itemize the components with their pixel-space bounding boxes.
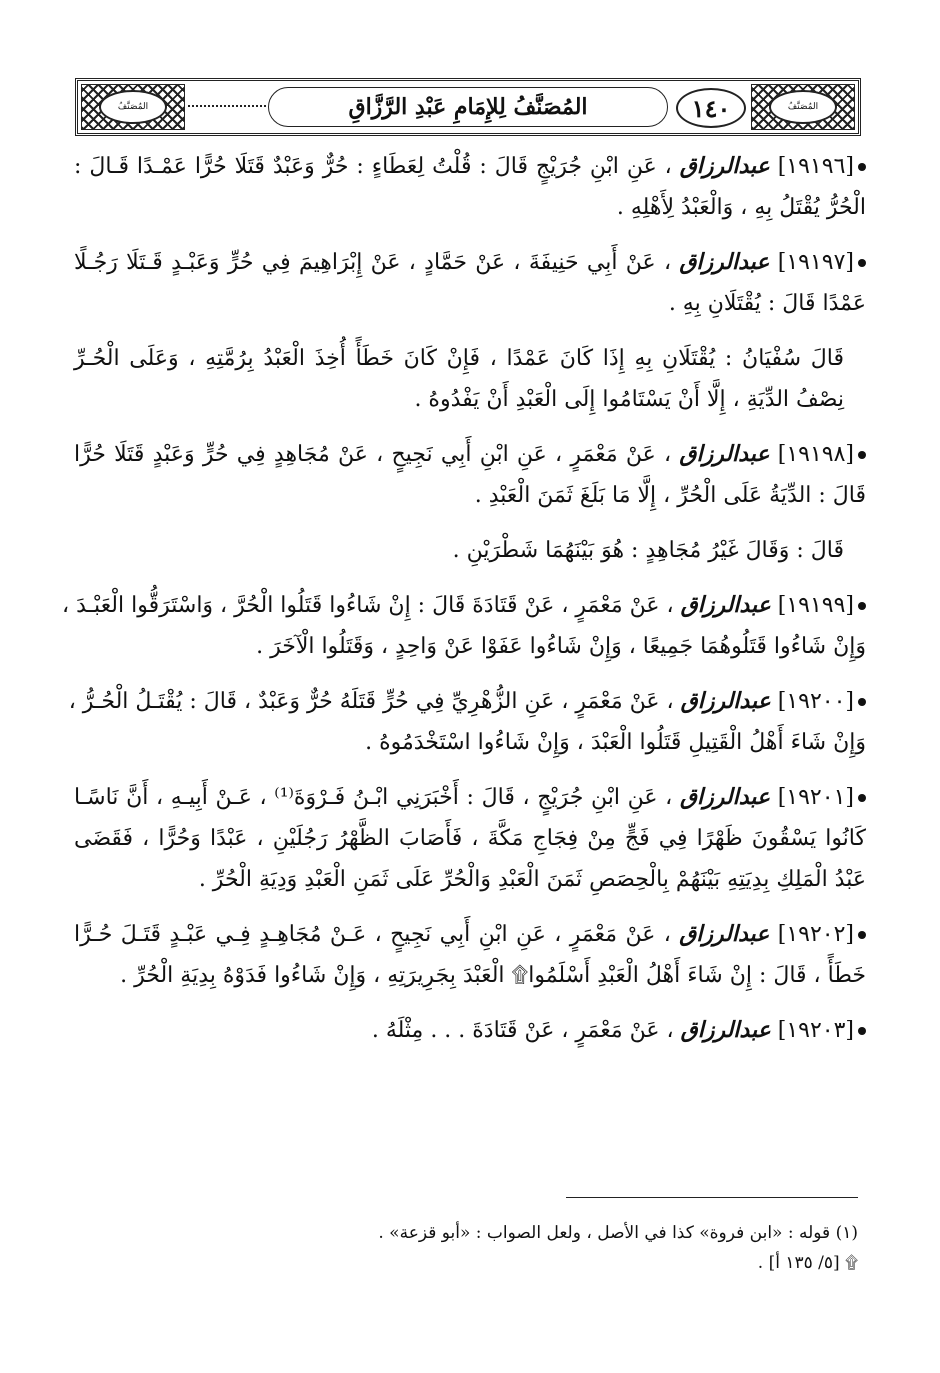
entry-text: عَمْدًا قَالَ : يُقْتَلَانِ بِهِ . [668,291,866,316]
entry-number: [١٩١٩٦] [777,154,854,179]
commentary-text: نِصْفُ الدِّيَةِ ، إِلَّا أَنْ يَسْتَامُوا إِلَى الْعَبْدِ أَنْ يَفْدُوهُ . [414,387,844,412]
entry-number: [١٩١٩٨] [777,442,854,467]
entry-text: ، عَنْ مَعْمَرٍ ، عَنِ ابْنِ أَبِي نَجِيحٍ ، عَنْ مُجَاهِدٍ فِي حُرٍّ وَعَبْدٍ قَتَلَا حُرًّا [74,442,672,467]
entry-number: [١٩٢٠٠] [777,689,854,714]
hadith-entry [74,1010,866,1051]
main-text [61,146,866,1065]
bullet-icon [858,451,866,459]
footnote: ۩ [٥/ ١٣٥ أ] . [757,1253,858,1273]
entry-number: [١٩١٩٧] [777,250,854,275]
narrator-name: عبدالرزاق [679,249,770,275]
bullet-icon [858,1027,866,1035]
bullet-icon [858,794,866,802]
bullet-icon [858,698,866,706]
narrator-name: عبدالرزاق [680,1017,771,1043]
hadith-entry [68,681,866,763]
commentary-paragraph [74,530,866,571]
header-ornament-right [751,84,855,130]
page-number: ١٤٠ [676,88,746,128]
hadith-entry [74,914,866,996]
hadith-entry [74,434,866,516]
bullet-icon [858,259,866,267]
hadith-entry [74,777,866,900]
ornament-medallion-right: المُصَنَّفُ [769,90,837,124]
bullet-icon [858,931,866,939]
commentary-paragraph [74,338,866,420]
hadith-entry [74,242,866,324]
entry-text: ، عَنِ ابْنِ جُرَيْجٍ ، قَالَ : أَخْبَرَنِي ابْـنُ فَـرْوَةَ⁽¹⁾ ، عَـنْ أَبِيـهِ ، أَنَّ نَاسًـا [74,785,673,810]
ornament-medallion-left: المُصَنَّفُ [99,90,167,124]
footnotes [100,1218,858,1278]
header-divider [188,105,266,107]
entry-text: وَإِنْ شَاءُوا قَتَلُوهُمَا جَمِيعًا ، وَإِنْ شَاءُوا عَفَوْا عَنْ وَاحِدٍ ، وَقَتَلُوا الْآخَرَ . [256,634,866,659]
footnote-divider [566,1197,858,1198]
footnote: (١) قوله : «ابن فروة» كذا في الأصل ، ولعل الصواب : «أبو قزعة» . [378,1223,858,1243]
header-ornament-left [81,84,185,130]
entry-text: ، عَنْ مَعْمَرٍ ، عَنْ قَتَادَةَ . . . مِثْلَهُ . [371,1018,674,1043]
commentary-text: قَالَ سُفْيَانُ : يُقْتَلَانِ بِهِ إِذَا كَانَ عَمْدًا ، فَإِنْ كَانَ خَطَأً أُخِذَ الْعَبْدُ بِرُمَّتِهِ ، وَعَلَى الْحُـرِّ [74,346,844,371]
entry-number: [١٩٢٠١] [777,785,854,810]
title-cartouche [268,87,668,127]
entry-text: كَانُوا يَسْقُونَ ظَهْرًا فِي فَجٍّ مِنْ فِجَاجِ مَكَّةَ ، فَأَصَابَ الظَّهْرُ رَجُلَيْنِ ، عَبْدًا وَحُرًّا ، فَقَضَى [74,826,866,851]
entry-text: عَبْدُ الْمَلِكِ بِدِيَتِهِ بَيْنَهُمْ بِالْحِصَصِ ثَمَنَ الْعَبْدِ وَالْحُرِّ عَلَى ثَمَنِ الْعَبْدِ وَدِيَةِ الْحُرِّ . [198,867,866,892]
entry-text: وَإِنْ شَاءَ أَهْلُ الْقَتِيلِ قَتَلُوا الْعَبْدَ ، وَإِنْ شَاءُوا اسْتَخْدَمُوهُ . [365,730,866,755]
entry-text: ، عَنْ مَعْمَرٍ ، عَنِ ابْنِ أَبِي نَجِيحٍ ، عَـنْ مُجَاهِـدٍ فِـي عَبْـدٍ قَتَـلَ حُـرًّا [74,922,671,947]
narrator-name: عبدالرزاق [679,153,770,179]
bullet-icon [858,163,866,171]
entry-text: ، عَنْ أَبِي حَنِيفَةَ ، عَنْ حَمَّادٍ ، عَنْ إِبْرَاهِيمَ فِي حُرٍّ وَعَبْـدٍ قَـتَلَا رَجُـلًا [74,250,672,275]
entry-number: [١٩٢٠٢] [777,922,854,947]
page-header [75,78,861,136]
book-title: المُصَنَّفُ لِلإِمَامِ عَبْدِ الرَّزَّاقِ [348,94,588,120]
entry-text: قَالَ : الدِّيَةُ عَلَى الْحُرِّ ، إِلَّا مَا بَلَغَ ثَمَنَ الْعَبْدِ . [474,483,866,508]
hadith-entry [61,585,866,667]
entry-text: ، عَنْ مَعْمَرٍ ، عَنِ الزُّهْرِيِّ فِي حُرٍّ قَتَلَهُ حُرٌّ وَعَبْدٌ ، قَالَ : يُقْتَـلُ الْحُـرُّ ، [68,689,674,714]
commentary-text: قَالَ : وَقَالَ غَيْرُ مُجَاهِدٍ : هُوَ بَيْنَهُمَا شَطْرَيْنِ . [452,538,844,563]
narrator-name: عبدالرزاق [679,441,770,467]
bullet-icon [858,602,866,610]
entry-text: ، عَنْ مَعْمَرٍ ، عَنْ قَتَادَةَ قَالَ : إِنْ شَاءُوا قَتَلُوا الْحُرَّ ، وَاسْتَرَقُّوا الْعَبْـدَ ، [61,593,674,618]
hadith-entry [74,146,866,228]
narrator-name: عبدالرزاق [679,784,771,810]
entry-number: [١٩١٩٩] [777,593,854,618]
entry-text: الْحُرُّ يُقْتَلُ بِهِ ، وَالْعَبْدُ لِأَهْلِهِ . [616,195,866,220]
narrator-name: عبدالرزاق [680,592,771,618]
narrator-name: عبدالرزاق [679,921,770,947]
entry-number: [١٩٢٠٣] [777,1018,854,1043]
entry-text: ، عَنِ ابْنِ جُرَيْجٍ قَالَ : قُلْتُ لِعَطَاءٍ : حُرٌّ وَعَبْدٌ قَتَلَا حُرًّا عَمْـدًا قَـالَ : [74,154,672,179]
entry-text: خَطَأً ، قَالَ : إِنْ شَاءَ أَهْلُ الْعَبْدِ أَسْلَمُوا۩ الْعَبْدَ بِجَرِيرَتِهِ ، وَإِنْ شَاءُوا فَدَوْهُ بِدِيَةِ الْحُرِّ . [120,963,866,988]
narrator-name: عبدالرزاق [680,688,771,714]
